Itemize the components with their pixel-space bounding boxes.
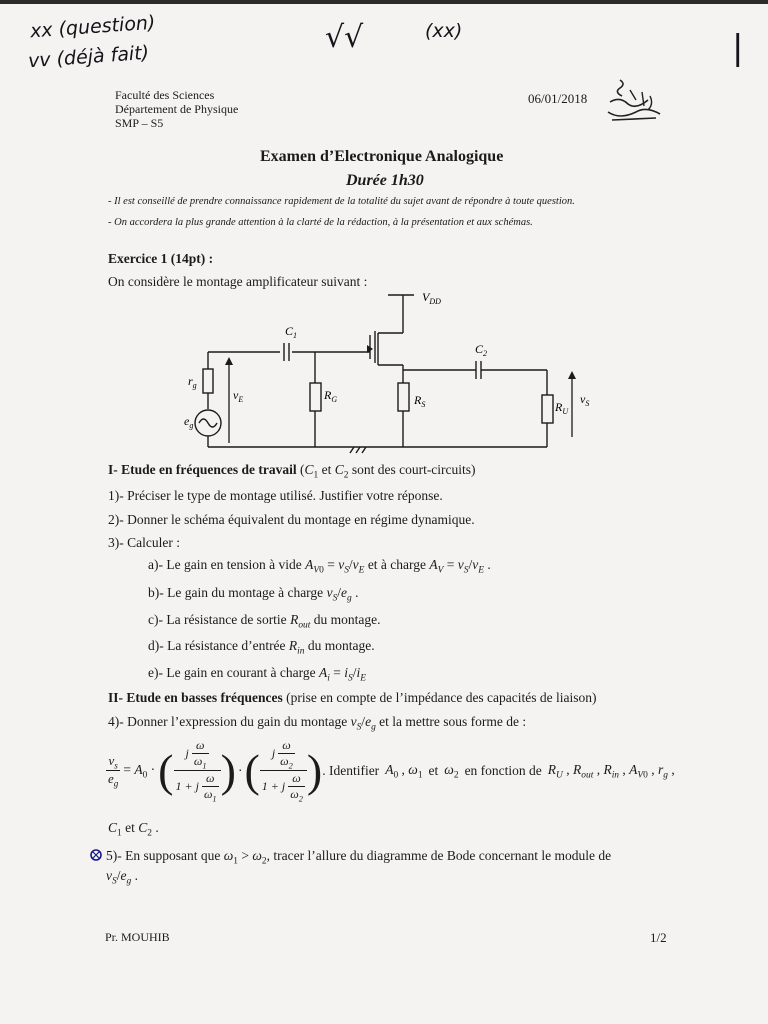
question-3a: a)- Le gain en tension à vide $A_{V0} = v_S/v_E$ et à charge $A_V = v_S/v_E$ .	[148, 557, 491, 576]
question-4-continuation: $C_1$ et $C_2$ .	[108, 820, 159, 839]
author-name: Pr. MOUHIB	[105, 930, 170, 944]
question-5: 5)- En supposant que $\omega_1 > \omega_2$, tracer l’allure du diagramme de Bode concernant le module de	[106, 848, 612, 867]
question-4-text: 4)- Donner l’expression du gain du montage	[108, 714, 348, 729]
part1-and: et	[321, 462, 332, 477]
question-5-post: , tracer l’allure du diagramme de Bode concernant le module de	[266, 848, 612, 863]
rg-label: $r_g$	[188, 374, 197, 390]
faculty-name: Faculté des Sciences	[115, 88, 215, 102]
part1-paren-rest: sont des court-circuits)	[351, 462, 476, 477]
instruction-note-1: - Il est conseillé de prendre connaissance rapidement de la totalité du sujet avant de répondre à toute question.	[108, 196, 575, 207]
identify-and: et	[428, 762, 439, 778]
identify-text: . Identifier	[322, 762, 380, 778]
question-5-continuation: $v_S/e_g$ .	[106, 868, 138, 887]
scan-top-edge	[0, 0, 768, 4]
handwritten-xx: (xx)	[425, 20, 463, 42]
ve-label: $v_E$	[233, 388, 244, 404]
transfer-function-formula: $\frac{v_s}{e_g}$ = $A_0$ · ( j $\frac{\omega}{\omega_1}$ 1 + j $\frac{\omega}{\omega_1}$ ) · ( j $\frac{\omega}{\omega_2}$ 1 + j $\frac{\omega}{\omega_2}$ ) . Identifier $A_0$ , $\omega_1$ et $\omega_2$ en fonction de $R_U$ , $R_{out}$ , $R_{in}$ , $A_{V0}$ , $r_g$ ,	[108, 738, 675, 804]
question-4: 4)- Donner l’expression du gain du montage $v_S/e_g$ et la mettre sous forme de :	[108, 714, 527, 733]
part2-heading: II- Etude en basses fréquences	[108, 690, 283, 705]
exercise-intro: On considère le montage amplificateur suivant :	[108, 274, 368, 289]
handwritten-checkmarks: √√	[325, 20, 364, 55]
question-4-post: et la mettre sous forme de :	[379, 714, 527, 729]
c1-label: $C_1$	[285, 324, 298, 340]
department-name: Département de Physique	[115, 102, 239, 116]
question-5-text: 5)- En supposant que	[106, 848, 221, 863]
exam-duration: Durée 1h30	[346, 172, 424, 189]
part1-paren-open: (	[299, 462, 305, 477]
instruction-note-2: - On accordera la plus grande attention à la clarté de la rédaction, à la présentation et aux schémas.	[108, 217, 533, 228]
identify-in-terms: en fonction de	[464, 762, 542, 778]
RG-label: $R_G$	[324, 388, 338, 404]
exercise-heading: Exercice 1 (14pt) :	[108, 251, 214, 266]
question-3e-text: e)- Le gain en courant à charge	[148, 665, 316, 680]
question-3a-text: a)- Le gain en tension à vide	[148, 557, 302, 572]
handwritten-circle-mark	[88, 848, 104, 862]
part1-heading: I- Etude en fréquences de travail	[108, 462, 297, 477]
exam-title: Examen d’Electronique Analogique	[260, 148, 504, 165]
eg-label: $e_g$	[184, 414, 194, 430]
question-3d-post: du montage.	[307, 638, 375, 653]
vs-label: $v_S$	[580, 392, 590, 408]
handwritten-margin-mark: |	[732, 28, 744, 68]
question-3c-post: du montage.	[313, 612, 381, 627]
question-3a-mid: et à charge	[367, 557, 427, 572]
c1-c2-and: et	[125, 820, 135, 835]
handwritten-note-done: vv (déjà fait)	[27, 41, 150, 73]
question-3e: e)- Le gain en courant à charge $A_i = i_S/i_E$	[148, 665, 367, 684]
RU-label: $R_U$	[555, 400, 569, 416]
question-3d: d)- La résistance d’entrée $R_{in}$ du montage.	[148, 638, 375, 657]
c2-label: $C_2$	[475, 342, 488, 358]
question-3c: c)- La résistance de sortie $R_{out}$ du montage.	[148, 612, 381, 631]
question-3b-text: b)- Le gain du montage à charge	[148, 585, 324, 600]
question-3d-text: d)- La résistance d’entrée	[148, 638, 286, 653]
vdd-label: $V_{DD}$	[422, 290, 441, 306]
part2-heading-line	[108, 690, 597, 706]
exam-date: 06/01/2018	[528, 91, 588, 106]
part2-subtitle: (prise en compte de l’impédance des capacités de liaison)	[286, 690, 597, 705]
question-3c-text: c)- La résistance de sortie	[148, 612, 287, 627]
signature-seal	[600, 76, 666, 128]
question-1: 1)- Préciser le type de montage utilisé. Justifier votre réponse.	[108, 488, 443, 503]
section-name: SMP – S5	[115, 116, 164, 130]
amplifier-circuit	[170, 285, 620, 460]
question-3b: b)- Le gain du montage à charge $v_S/e_g$ .	[148, 585, 359, 604]
page-number: 1/2	[650, 930, 667, 945]
handwritten-note-question: xx (question)	[29, 11, 157, 43]
part1-heading-line: I- Etude en fréquences de travail ($C_1$ et $C_2$ sont des court-circuits)	[108, 462, 476, 481]
question-3: 3)- Calculer :	[108, 535, 180, 550]
question-2: 2)- Donner le schéma équivalent du montage en régime dynamique.	[108, 512, 475, 527]
RS-label: $R_S$	[414, 393, 426, 409]
